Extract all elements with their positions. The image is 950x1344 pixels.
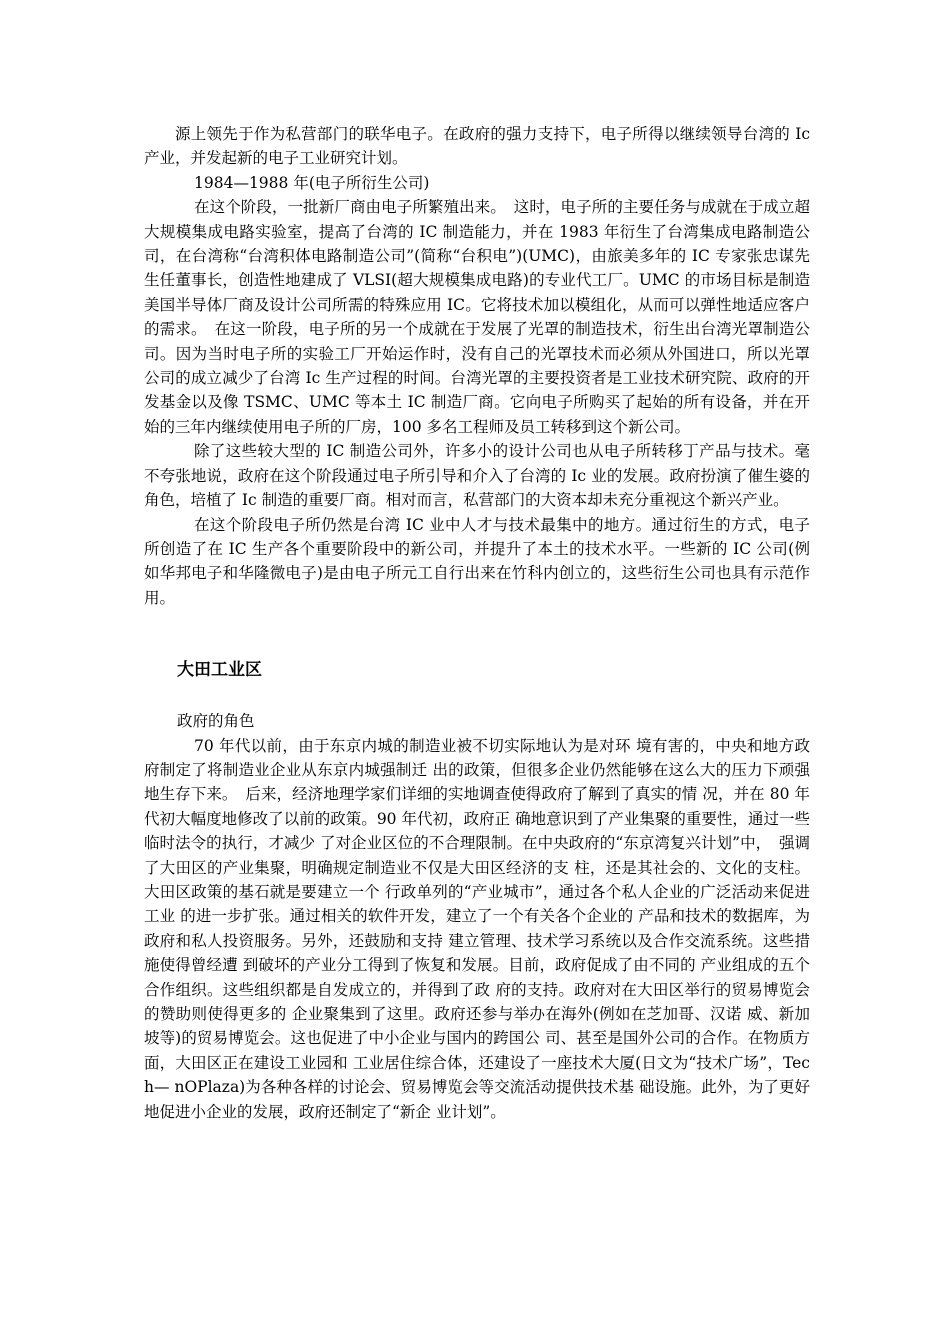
document-page — [144, 122, 810, 1124]
title-spacer — [144, 682, 810, 709]
section-label: 政府的角色 — [177, 712, 255, 731]
period-subheading: 1984—1988 年(电子所衍生公司) — [194, 173, 430, 192]
paragraph-2: 在这个阶段，一批新厂商由电子所繁殖出来。 这时，电子所的主要任务与成就在于成立超大规模集成电路实验室，提高了台湾的 IC 制造能力，并在 1983 年衍生了台湾集成电路制造公司，在台湾称“台湾积体电路制造公司”(简称“台积电”)(UMC)，由旅美多年的 IC 专家张忠谋先生任董事长，创造性地建成了 VLSI(超大规模集成电路)的专业代工厂。UMC 的市场目标是制造美国半导体厂商及设计公司所需的特殊应用 IC。它将技术加以模组化，从而可以弹性地适应客户的需求。 在这一阶段，电子所的另一个成就在于发展了光罩的制造技术，衍生出台湾光罩制造公司。因为当时电子所的实验工厂开始运作时，没有自己的光罩技术而必须从外国进口，所以光罩公司的成立减少了台湾 Ic 生产过程的时间。台湾光罩的主要投资者是工业技术研究院、政府的开发基金以及像 TSMC、UMC 等本土 IC 制造厂商。它向电子所购买了起始的所有设备，并在开始的三年内继续使用电子所的厂房，100 多名工程师及员工转移到这个新公司。 — [144, 198, 810, 436]
paragraph-1: 源上领先于作为私营部门的联华电子。在政府的强力支持下，电子所得以继续领导台湾的 Ic 产业，并发起新的电子工业研究计划。 — [144, 125, 810, 168]
paragraph-5: 70 年代以前，由于东京内城的制造业被不切实际地认为是对环 境有害的，中央和地方政府制定了将制造业企业从东京内城强制迁 出的政策，但很多企业仍然能够在这么大的压力下顽强地生存下来。 后来，经济地理学家们详细的实地调查使得政府了解到了真实的情 况，并在 80 年代初大幅度地修改了以前的政策。90 年代初，政府正 确地意识到了产业集聚的重要性，通过一些临时法令的执行，才减少 了对企业区位的不合理限制。在中央政府的“东京湾复兴计划”中， 强调了大田区的产业集聚，明确规定制造业不仅是大田区经济的支 柱，还是其社会的、文化的支柱。大田区政策的基石就是要建立一个 行政单列的“产业城市”，通过各个私人企业的广泛活动来促进工业 的进一步扩张。通过相关的软件开发，建立了一个有关各个企业的 产品和技术的数据库，为政府和私人投资服务。另外，还鼓励和支持 建立管理、技术学习系统以及合作交流系统。这些措施使得曾经遭 到破坏的产业分工得到了恢复和发展。目前，政府促成了由不同的 产业组成的五个合作组织。这些组织都是自发成立的，并得到了政 府的支持。政府对在大田区举行的贸易博览会的赞助则使得更多的 企业聚集到了这里。政府还参与举办在海外(例如在芝加哥、汉诺 威、新加坡等)的贸易博览会。这也促进了中小企业与国内的跨国公 司、甚至是国外公司的合作。在物质方面，大田区正在建设工业园和 工业居住综合体，还建设了一座技术大厦(日文为“技术广场”，Tech— nOPlaza)为各种各样的讨论会、贸易博览会等交流活动提供技术基 础设施。此外，为了更好地促进小企业的发展，政府还制定了“新企 业计划”。 — [144, 736, 810, 1121]
section-spacer — [144, 610, 810, 658]
paragraph-4: 在这个阶段电子所仍然是台湾 IC 业中人才与技术最集中的地方。通过衍生的方式，电子所创造了在 IC 生产各个重要阶段中的新公司，并提升了本土的技术水平。一些新的 IC 公司(例如华邦电子和华隆微电子)是由电子所元工自行出来在竹科内创立的，这些衍生公司也具有示范作用。 — [144, 515, 810, 607]
paragraph-3: 除了这些较大型的 IC 制造公司外，许多小的设计公司也从电子所转移丁产品与技术。毫不夸张地说，政府在这个阶段通过电子所引导和介入了台湾的 Ic 业的发展。政府扮演了催生婆的角色，培植了 Ic 制造的重要厂商。相对而言，私营部门的大资本却未充分重视这个新兴产业。 — [144, 442, 810, 510]
section-title: 大田工业区 — [177, 660, 262, 681]
